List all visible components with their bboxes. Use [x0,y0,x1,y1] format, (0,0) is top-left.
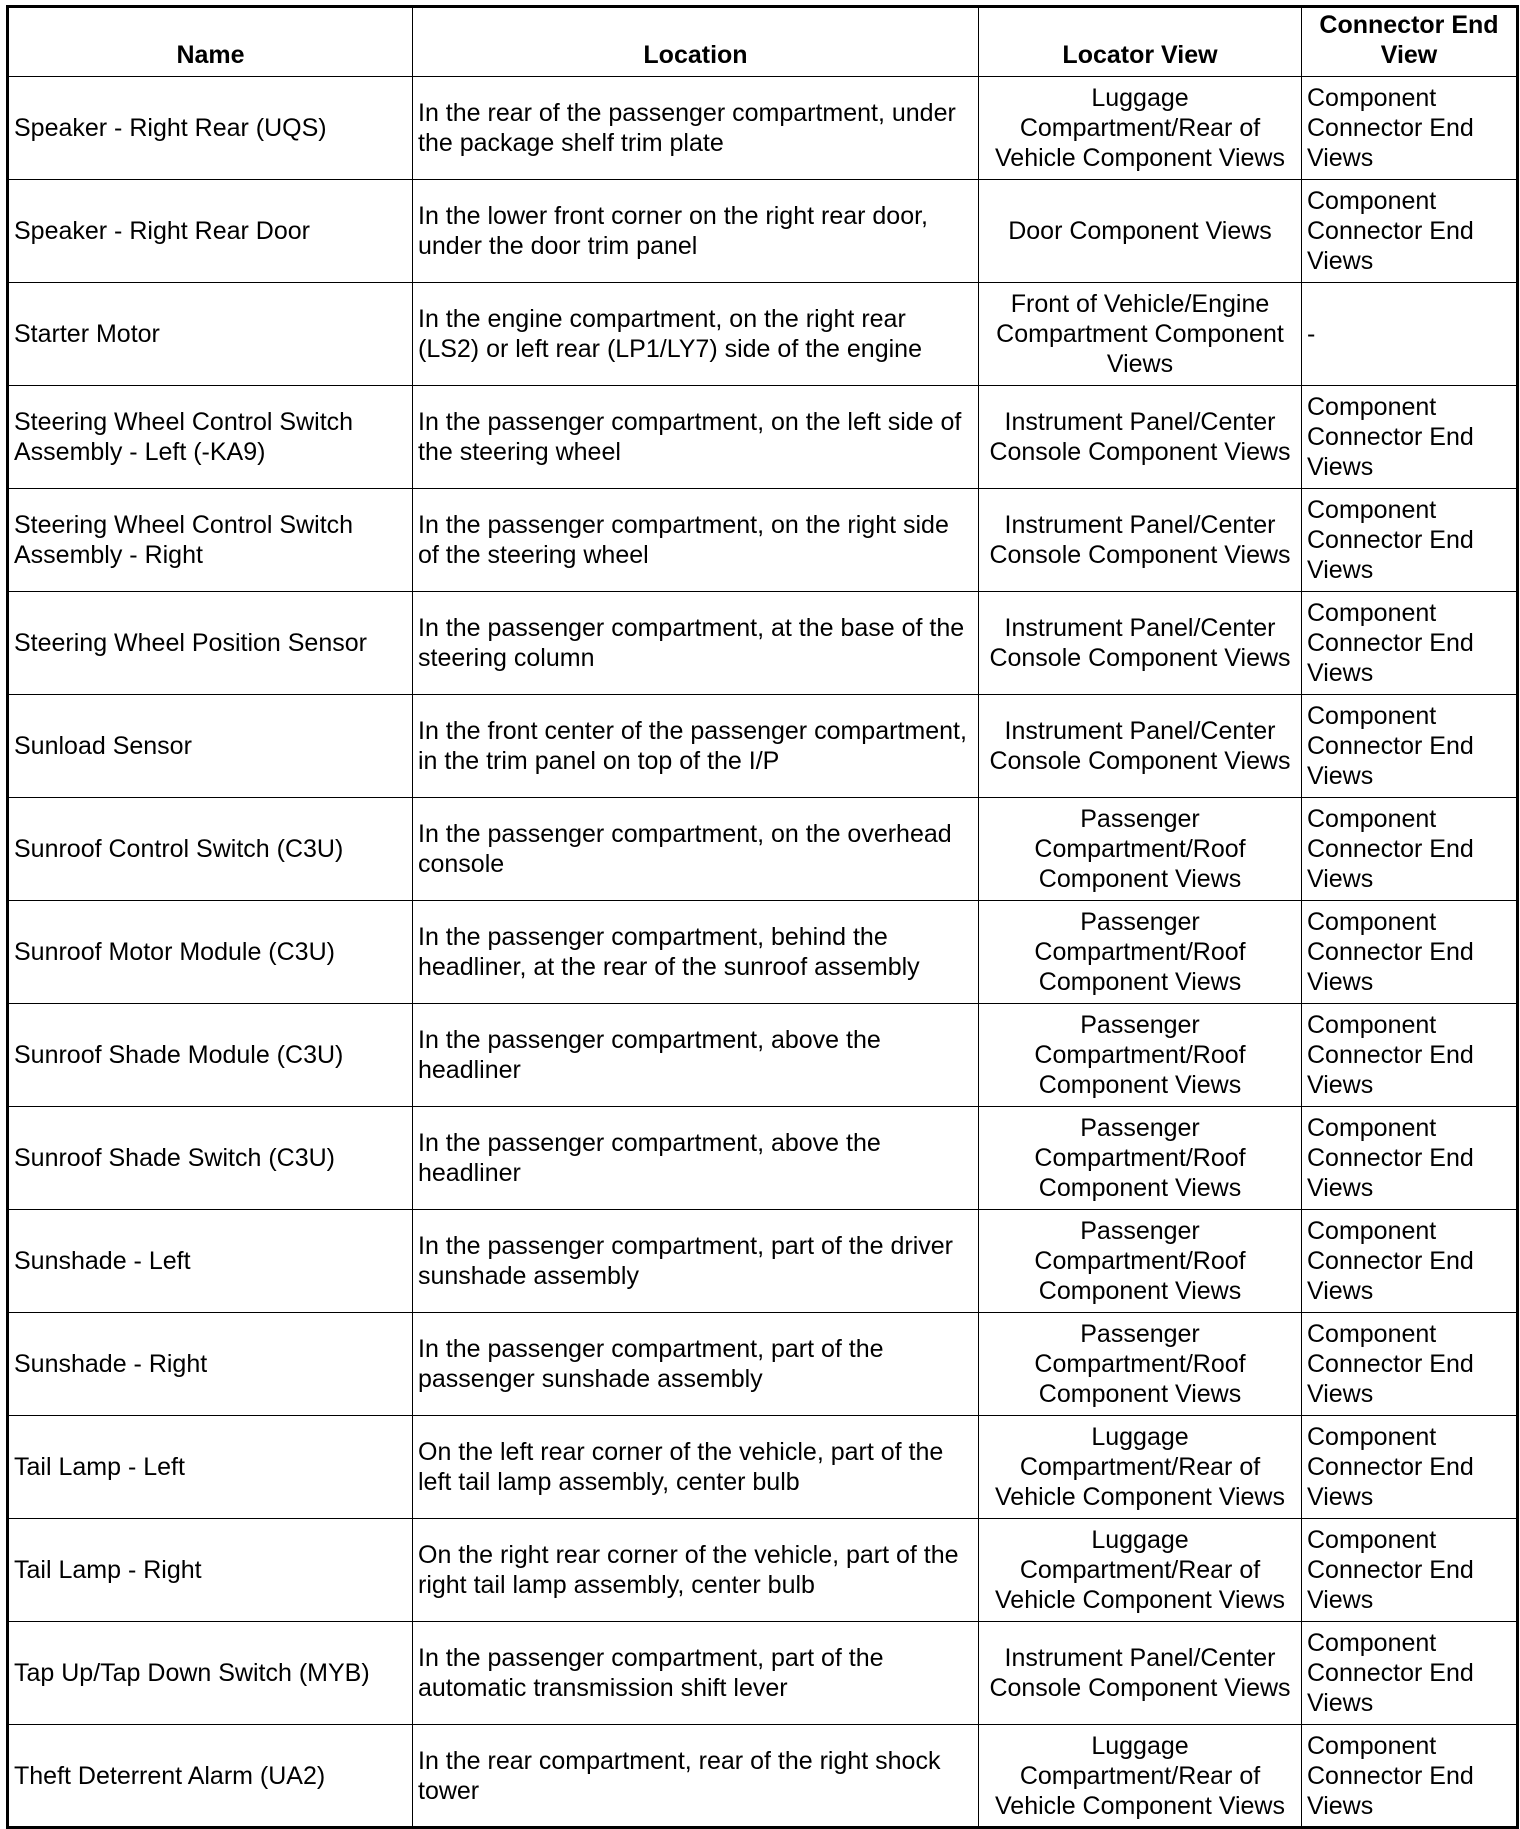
cell-location: In the passenger compartment, above the headliner [413,1004,979,1107]
cell-connector-end-view: Component Connector End Views [1302,901,1518,1004]
cell-name: Tap Up/Tap Down Switch (MYB) [8,1622,413,1725]
cell-locator-view: Instrument Panel/Center Console Component Views [979,386,1302,489]
cell-locator-view: Door Component Views [979,180,1302,283]
cell-name: Steering Wheel Position Sensor [8,592,413,695]
cell-name: Tail Lamp - Right [8,1519,413,1622]
cell-connector-end-view: Component Connector End Views [1302,1210,1518,1313]
header-location: Location [413,7,979,77]
cell-locator-view: Passenger Compartment/Roof Component Views [979,1313,1302,1416]
cell-name: Theft Deterrent Alarm (UA2) [8,1725,413,1828]
table-row [8,695,1518,798]
header-name: Name [8,7,413,77]
cell-connector-end-view: Component Connector End Views [1302,386,1518,489]
cell-name: Tail Lamp - Left [8,1416,413,1519]
cell-locator-view: Luggage Compartment/Rear of Vehicle Component Views [979,77,1302,180]
header-row [8,7,1518,77]
cell-location: In the passenger compartment, part of the passenger sunshade assembly [413,1313,979,1416]
cell-connector-end-view: Component Connector End Views [1302,1725,1518,1828]
cell-locator-view: Instrument Panel/Center Console Component Views [979,489,1302,592]
cell-location: On the left rear corner of the vehicle, part of the left tail lamp assembly, center bulb [413,1416,979,1519]
cell-connector-end-view: Component Connector End Views [1302,77,1518,180]
cell-connector-end-view: Component Connector End Views [1302,1004,1518,1107]
cell-name: Sunroof Control Switch (C3U) [8,798,413,901]
cell-location: In the passenger compartment, on the left side of the steering wheel [413,386,979,489]
cell-connector-end-view: Component Connector End Views [1302,489,1518,592]
cell-connector-end-view: Component Connector End Views [1302,1622,1518,1725]
cell-connector-end-view: Component Connector End Views [1302,1416,1518,1519]
cell-location: In the passenger compartment, behind the headliner, at the rear of the sunroof assembly [413,901,979,1004]
table-row [8,283,1518,386]
table-row [8,1313,1518,1416]
cell-name: Sunroof Shade Module (C3U) [8,1004,413,1107]
cell-name: Sunroof Motor Module (C3U) [8,901,413,1004]
cell-locator-view: Passenger Compartment/Roof Component Views [979,1004,1302,1107]
table-row [8,798,1518,901]
cell-name: Speaker - Right Rear Door [8,180,413,283]
cell-connector-end-view: Component Connector End Views [1302,1519,1518,1622]
table-row [8,1210,1518,1313]
cell-locator-view: Instrument Panel/Center Console Component Views [979,592,1302,695]
cell-location: In the passenger compartment, at the base of the steering column [413,592,979,695]
cell-name: Sunshade - Right [8,1313,413,1416]
cell-location: In the passenger compartment, on the overhead console [413,798,979,901]
component-locator-table [6,5,1519,1829]
cell-location: In the passenger compartment, above the headliner [413,1107,979,1210]
cell-locator-view: Luggage Compartment/Rear of Vehicle Component Views [979,1416,1302,1519]
table-row [8,386,1518,489]
table-row [8,1725,1518,1828]
cell-name: Sunshade - Left [8,1210,413,1313]
cell-name: Sunload Sensor [8,695,413,798]
table-row [8,592,1518,695]
cell-location: In the lower front corner on the right rear door, under the door trim panel [413,180,979,283]
table-row [8,1622,1518,1725]
cell-name: Steering Wheel Control Switch Assembly - Right [8,489,413,592]
cell-location: In the engine compartment, on the right rear (LS2) or left rear (LP1/LY7) side of the engine [413,283,979,386]
cell-location: In the passenger compartment, on the right side of the steering wheel [413,489,979,592]
cell-locator-view: Luggage Compartment/Rear of Vehicle Component Views [979,1725,1302,1828]
header-locator-view: Locator View [979,7,1302,77]
cell-locator-view: Luggage Compartment/Rear of Vehicle Component Views [979,1519,1302,1622]
cell-locator-view: Passenger Compartment/Roof Component Views [979,1210,1302,1313]
cell-locator-view: Passenger Compartment/Roof Component Views [979,901,1302,1004]
cell-location: In the rear compartment, rear of the right shock tower [413,1725,979,1828]
cell-name: Starter Motor [8,283,413,386]
cell-location: In the rear of the passenger compartment, under the package shelf trim plate [413,77,979,180]
cell-name: Steering Wheel Control Switch Assembly - Left (-KA9) [8,386,413,489]
cell-locator-view: Front of Vehicle/Engine Compartment Component Views [979,283,1302,386]
table-row [8,180,1518,283]
cell-location: In the front center of the passenger compartment, in the trim panel on top of the I/P [413,695,979,798]
table-row [8,901,1518,1004]
cell-connector-end-view: Component Connector End Views [1302,798,1518,901]
table-row [8,489,1518,592]
header-connector-end-view: Connector End View [1302,7,1518,77]
cell-connector-end-view: Component Connector End Views [1302,695,1518,798]
cell-locator-view: Passenger Compartment/Roof Component Views [979,1107,1302,1210]
table-body [8,77,1518,1828]
table-row [8,1004,1518,1107]
cell-name: Sunroof Shade Switch (C3U) [8,1107,413,1210]
table-row [8,77,1518,180]
cell-locator-view: Instrument Panel/Center Console Component Views [979,1622,1302,1725]
cell-location: On the right rear corner of the vehicle, part of the right tail lamp assembly, center bulb [413,1519,979,1622]
table-row [8,1416,1518,1519]
cell-locator-view: Passenger Compartment/Roof Component Views [979,798,1302,901]
cell-connector-end-view: Component Connector End Views [1302,1107,1518,1210]
cell-location: In the passenger compartment, part of the automatic transmission shift lever [413,1622,979,1725]
cell-connector-end-view: Component Connector End Views [1302,1313,1518,1416]
cell-locator-view: Instrument Panel/Center Console Component Views [979,695,1302,798]
cell-connector-end-view: Component Connector End Views [1302,180,1518,283]
cell-name: Speaker - Right Rear (UQS) [8,77,413,180]
cell-connector-end-view: Component Connector End Views [1302,592,1518,695]
cell-location: In the passenger compartment, part of the driver sunshade assembly [413,1210,979,1313]
table-row [8,1519,1518,1622]
cell-connector-end-view: - [1302,283,1518,386]
table-row [8,1107,1518,1210]
